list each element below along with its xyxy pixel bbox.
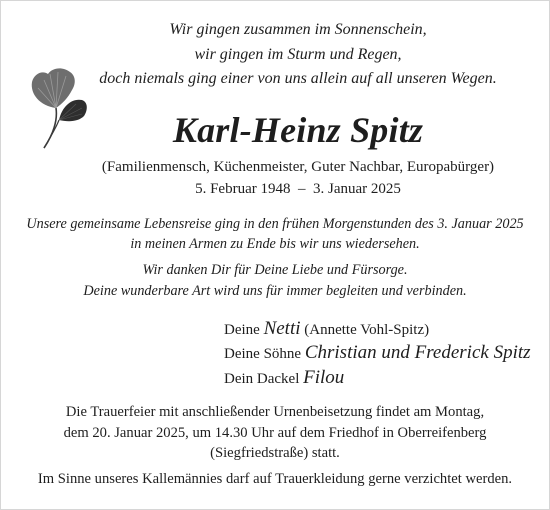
- poem-line-3: doch niemals ging einer von uns allein auf all unseren Wegen.: [99, 70, 497, 87]
- family-name: Filou: [303, 367, 345, 388]
- date-separator: –: [298, 181, 306, 197]
- message-line-3: Wir danken Dir für Deine Liebe und Fürsorge.: [142, 262, 408, 278]
- family-member-sons: [224, 342, 531, 364]
- funeral-line-2: dem 20. Januar 2025, um 14.30 Uhr auf dem Friedhof in Oberreifenberg: [63, 425, 487, 441]
- birth-date: 5. Februar 1948: [195, 181, 291, 197]
- message-line-1: Unsere gemeinsame Lebensreise ging in den frühen Morgenstunden des 3. Januar 2025: [26, 216, 524, 232]
- family-name: Netti: [263, 318, 301, 339]
- death-date: 3. Januar 2025: [313, 181, 401, 197]
- family-prefix: Deine Söhne: [224, 346, 302, 362]
- poem-line-1: Wir gingen zusammen im Sonnenschein,: [169, 21, 427, 38]
- deceased-description: (Familienmensch, Küchenmeister, Guter Nachbar, Europabürger): [101, 159, 495, 175]
- family-prefix: Deine: [224, 322, 260, 338]
- funeral-line-1: Die Trauerfeier mit anschließender Urnenbeisetzung findet am Montag,: [65, 404, 485, 420]
- poem-line-2: wir gingen im Sturm und Regen,: [194, 46, 402, 63]
- message-line-4: Deine wunderbare Art wird uns für immer begleiten und verbinden.: [83, 283, 467, 299]
- message-line-2: in meinen Armen zu Ende bis wir uns wiedersehen.: [130, 236, 420, 252]
- family-prefix: Dein Dackel: [224, 371, 300, 387]
- funeral-line-3: (Siegfriedstraße) statt.: [210, 445, 340, 461]
- family-member-dog: [224, 367, 344, 389]
- funeral-line-4: Im Sinne unseres Kallemännies darf auf Trauerkleidung gerne verzichtet werden.: [37, 471, 513, 487]
- family-name: Christian und Frederick Spitz: [304, 342, 531, 363]
- family-member-wife: [224, 318, 429, 340]
- life-dates: [50, 181, 546, 198]
- family-suffix: (Annette Vohl-Spitz): [304, 322, 430, 338]
- deceased-name: Karl-Heinz Spitz: [172, 110, 424, 150]
